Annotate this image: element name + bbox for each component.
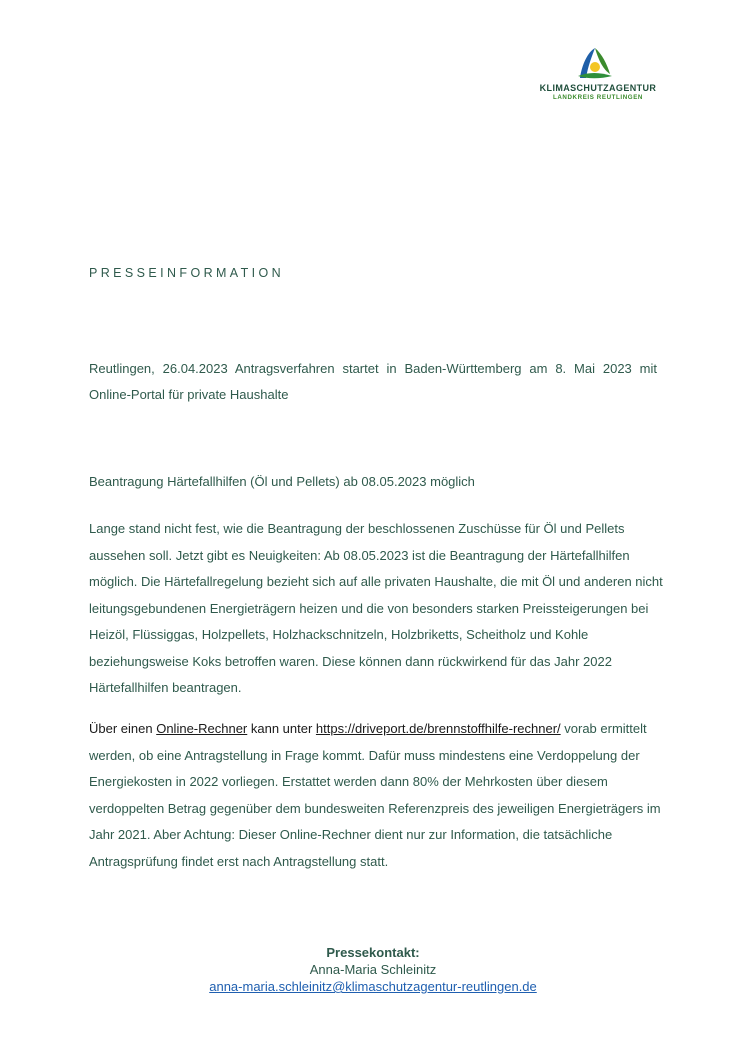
contact-name: Anna-Maria Schleinitz [309,962,437,977]
logo-name: KLIMASCHUTZAGENTUR [539,83,657,93]
paragraph-2-suffix: vorab ermittelt werden, ob eine Antragstellung in Frage kommt. Dafür muss mindestens eine Verdoppelung der Energiekosten in 2022 vorliegen. Erstattet werden dann 80% der Mehrkosten über diesem verdoppelten Betrag gegenüber dem bundesweiten Referenzpreis des jeweiligen Energieträgers im Jahr 2021. Aber Achtung: Dieser Online-Rechner dient nur zur Information, die tatsächliche Antragsprüfung findet erst nach Antragstellung statt. [89,721,661,869]
contact-title: Pressekontakt: [326,945,420,960]
subheading: Beantragung Härtefallhilfen (Öl und Pellets) ab 08.05.2023 möglich [89,474,475,489]
logo-subtitle: LANDKREIS REUTLINGEN [552,94,644,101]
logo-sun [590,62,600,72]
klimaschutzagentur-logo-icon [574,46,614,80]
contact-email-link[interactable]: anna-maria.schleinitz@klimaschutzagentur-reutlingen.de [209,979,537,994]
logo [536,46,660,104]
intro-line: Reutlingen, 26.04.2023 Antragsverfahren startet in Baden-Württemberg am 8. Mai 2023 mit Online-Portal für private Haushalte [89,361,657,402]
paragraph-2-prefix: Über einen [89,721,157,736]
paragraph-2 [89,716,664,875]
paragraph-1: Lange stand nicht fest, wie die Beantragung der beschlossenen Zuschüsse für Öl und Pellets aussehen soll. Jetzt gibt es Neuigkeiten: Ab 08.05.2023 ist die Beantragung der Härtefallhilfen möglich. Die Härtefallregelung bezieht sich auf alle privaten Haushalte, die mit Öl und anderen nicht leitungsgebundenen Energieträgern heizen und die von besonders starken Preissteigerungen bei Heizöl, Flüssiggas, Holzpellets, Holzhackschnitzeln, Holzbriketts, Scheitholz und Kohle beziehungsweise Koks betroffen waren. Diese können dann rückwirkend für das Jahr 2022 Härtefallhilfen beantragen. [89,521,663,695]
online-rechner-link[interactable]: Online-Rechner [156,721,248,736]
paragraph-2-middle: kann unter [247,721,316,736]
driveport-url-link[interactable]: https://driveport.de/brennstoffhilfe-rechner/ [315,721,561,736]
document-heading: PRESSEINFORMATION [89,266,285,280]
press-contact [0,944,746,995]
